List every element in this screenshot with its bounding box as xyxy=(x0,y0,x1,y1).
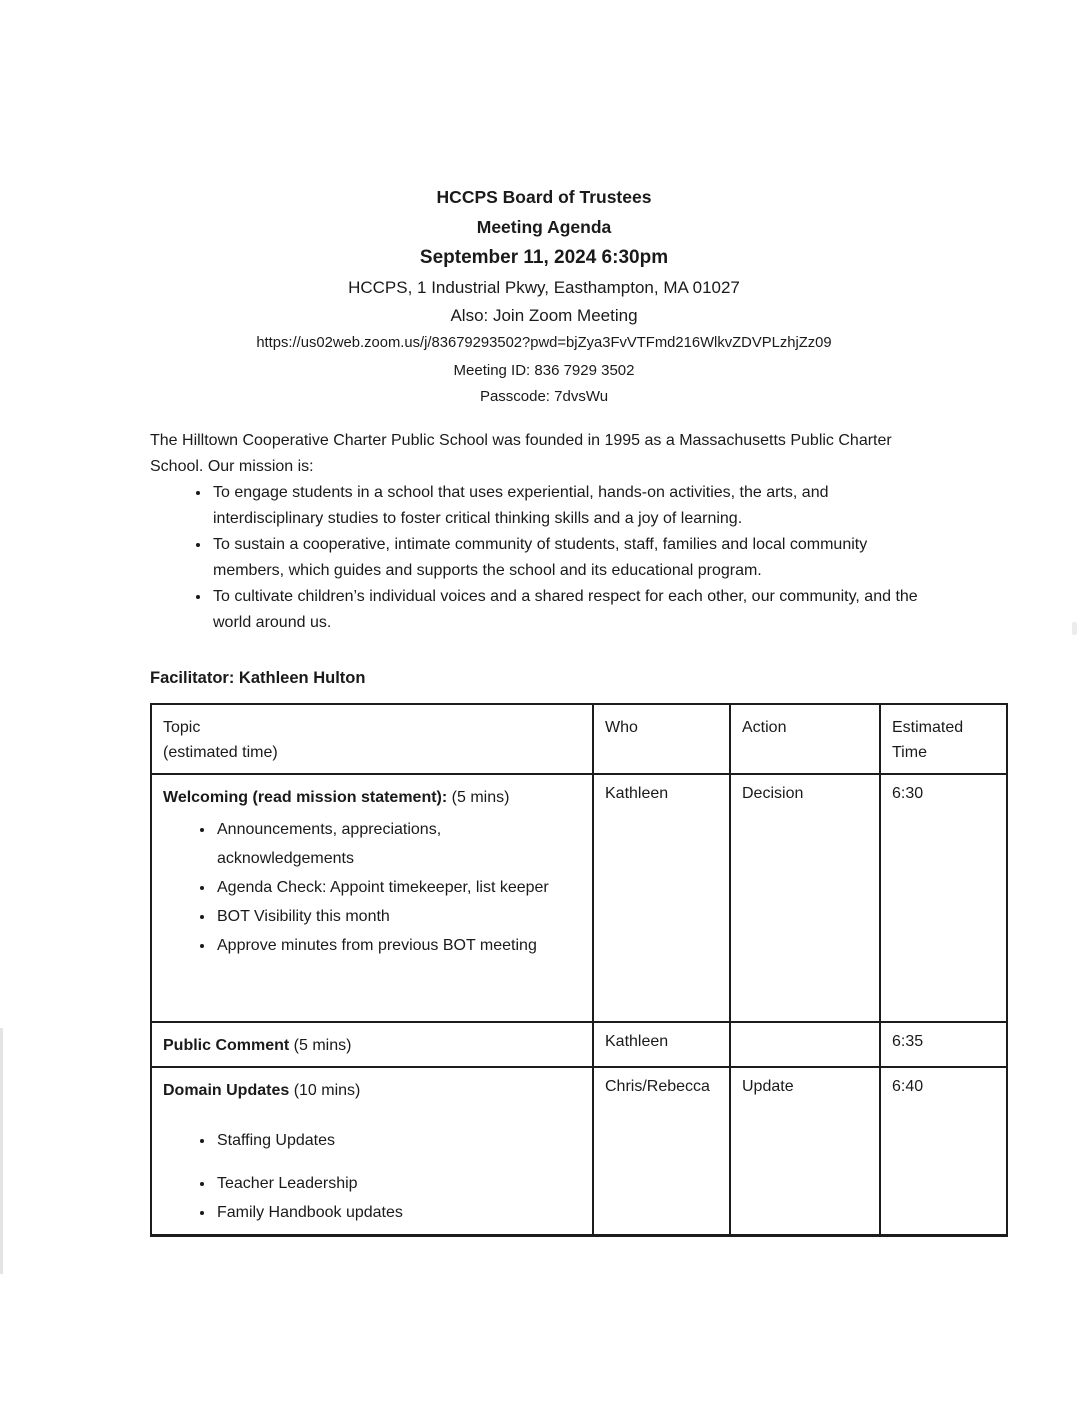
topic-heading xyxy=(163,1078,582,1103)
col-header-topic-line2: (estimated time) xyxy=(163,744,278,761)
cell-action xyxy=(730,1022,880,1067)
org-title: HCCPS Board of Trustees xyxy=(436,187,652,207)
agenda-row-domain-updates xyxy=(151,1067,1007,1236)
topic-duration: (10 mins) xyxy=(289,1082,361,1099)
col-header-time: Estimated Time xyxy=(880,704,1007,774)
topic-bullet-list xyxy=(163,815,555,960)
scan-artifact-dot xyxy=(1072,622,1077,635)
col-header-who: Who xyxy=(593,704,730,774)
meeting-passcode: Passcode: 7dvsWu xyxy=(479,388,609,405)
topic-duration: (5 mins) xyxy=(447,789,510,806)
mission-section xyxy=(150,428,948,636)
document-header xyxy=(0,182,1088,410)
topic-title: Welcoming (read mission statement): xyxy=(163,789,448,806)
agenda-row-welcoming xyxy=(151,774,1007,1022)
meeting-datetime: September 11, 2024 6:30pm xyxy=(419,247,669,268)
cell-topic xyxy=(151,1022,593,1067)
topic-bullet: • Staffing Updates xyxy=(215,1127,555,1154)
topic-heading xyxy=(163,1033,582,1058)
col-header-action: Action xyxy=(730,704,880,774)
mission-paragraph: The Hilltown Cooperative Charter Public School was founded in 1995 as a Massachusetts Public Charter School. Our mission is: xyxy=(150,432,892,475)
cell-action: Update xyxy=(730,1067,880,1236)
zoom-invite-label: Also: Join Zoom Meeting xyxy=(450,306,638,325)
mission-bullet: • To engage students in a school that uses experiential, hands-on activities, the arts, and interdisciplinary studies to foster critical thinking skills and a joy of learning. xyxy=(211,480,936,532)
document-title: Meeting Agenda xyxy=(476,217,612,237)
meeting-location: HCCPS, 1 Industrial Pkwy, Easthampton, MA 01027 xyxy=(348,278,740,297)
topic-bullet: • Approve minutes from previous BOT meeting xyxy=(215,931,555,960)
cell-who: Kathleen xyxy=(593,774,730,1022)
cell-action: Decision xyxy=(730,774,880,1022)
topic-bullet-list xyxy=(163,1127,555,1226)
cell-time: 6:40 xyxy=(880,1067,1007,1236)
cell-who: Chris/Rebecca xyxy=(593,1067,730,1236)
cell-topic xyxy=(151,774,593,1022)
topic-bullet: • Family Handbook updates xyxy=(215,1199,555,1226)
agenda-row-public-comment xyxy=(151,1022,1007,1067)
meeting-id: Meeting ID: 836 7929 3502 xyxy=(453,362,635,379)
scan-artifact-left-edge xyxy=(0,1028,3,1274)
facilitator-line: Facilitator: Kathleen Hulton xyxy=(150,669,366,687)
topic-bullet: • Teacher Leadership xyxy=(215,1170,555,1197)
topic-bullet: • Agenda Check: Appoint timekeeper, list keeper xyxy=(215,873,555,902)
topic-title: Public Comment xyxy=(163,1037,290,1054)
cell-time: 6:35 xyxy=(880,1022,1007,1067)
zoom-meeting-url: https://us02web.zoom.us/j/83679293502?pwd=bjZya3FvVTFmd216WlkvZDVPLzhjZz09 xyxy=(256,335,832,351)
topic-bullet: • Announcements, appreciations, acknowledgements xyxy=(215,815,555,873)
cell-time: 6:30 xyxy=(880,774,1007,1022)
mission-bullet: • To sustain a cooperative, intimate community of students, staff, families and local community members, which guides and supports the school and its educational program. xyxy=(211,532,936,584)
cell-who: Kathleen xyxy=(593,1022,730,1067)
topic-title: Domain Updates xyxy=(163,1082,290,1099)
agenda-table xyxy=(150,703,1008,1237)
mission-bullet: • To cultivate children’s individual voices and a shared respect for each other, our community, and the world around us. xyxy=(211,584,936,636)
agenda-header-row xyxy=(151,704,1007,774)
topic-bullet: • BOT Visibility this month xyxy=(215,902,555,931)
topic-heading xyxy=(163,785,582,810)
mission-bullet-list xyxy=(150,480,936,636)
cell-topic xyxy=(151,1067,593,1236)
topic-duration: (5 mins) xyxy=(289,1037,352,1054)
col-header-topic xyxy=(151,704,593,774)
col-header-topic-line1: Topic xyxy=(163,719,201,736)
